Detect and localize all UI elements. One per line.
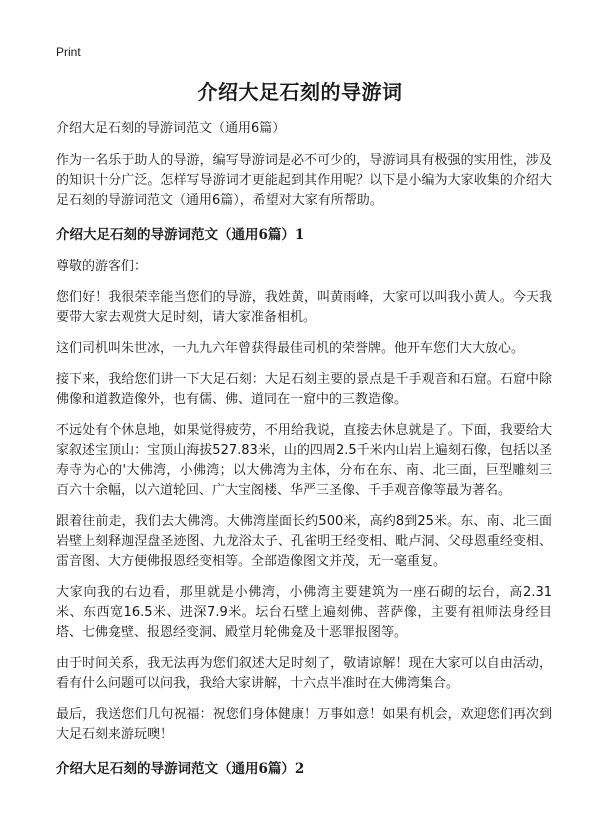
document-body [56,119,552,791]
paragraph: 您们好！我很荣幸能当您们的导游，我姓黄，叫黄雨峰，大家可以叫我小黄人。今天我要带大家去观赏大足时刻，请大家准备相机。 [56,290,552,325]
section-heading-2: 介绍大足石刻的导游词范文（通用6篇）2 [56,761,305,777]
paragraph: 由于时间关系，我无法再为您们叙述大足时刻了，敬请谅解！现在大家可以自由活动，看有什么问题可以问我，我给大家讲解，十六点半准时在大佛湾集合。 [56,656,552,691]
paragraph: 最后，我送您们几句祝福：祝您们身体健康！万事如意！如果有机会，欢迎您们再次到大足石刻来游玩噢！ [56,707,552,742]
paragraph: 跟着往前走，我们去大佛湾。大佛湾崖面长约500米，高约8到25米。东、南、北三面岩壁上刻释迦涅盘圣迹图、九龙浴太子、孔雀明王经变相、毗卢洞、父母恩重经变相、雷音图、大方便佛报恩经变相等。全部造像图文并茂，无一毫重复。 [56,514,552,569]
document-title: 介绍大足石刻的导游词 [197,80,403,104]
section-heading-1: 介绍大足石刻的导游词范文（通用6篇）1 [56,227,305,243]
intro-paragraph: 作为一名乐于助人的导游，编写导游词是必不可少的，导游词具有极强的实用性，涉及的知识十分广泛。怎样写导游词才更能起到其作用呢？以下是小编为大家收集的介绍大足石刻的导游词范文（通用6篇），希望对大家有所帮助。 [56,153,552,208]
print-link[interactable]: Print [56,45,81,59]
document-subtitle: 介绍大足石刻的导游词范文（通用6篇） [56,121,286,136]
paragraph: 这们司机叫朱世冰，一九九六年曾获得最佳司机的荣誉牌。他开车您们大大放心。 [56,341,525,356]
paragraph: 不远处有个休息地，如果觉得疲劳，不用给我说，直接去休息就是了。下面，我要给大家叙述宝顶山：宝顶山海拔527.83米，山的四周2.5千米内山岩上遍刻石像，包括以圣寿寺为心的'大佛湾，小佛湾；以大佛湾为主体，分布在东、南、北三面，巨型雕刻三百六十余幅，以六道轮回、广大宝阁楼、华严三圣像、千手观音像等最为著名。 [56,423,552,498]
paragraph: 大家向我的右边看，那里就是小佛湾，小佛湾主要建筑为一座石砌的坛台，高2.31米、东西宽16.5米、进深7.9米。坛台石壁上遍刻佛、菩萨像，主要有祖师法身经目塔、七佛龛壁、报恩经变洞、殿堂月轮佛龛及十恶罪报图等。 [56,585,552,640]
paragraph: 接下来，我给您们讲一下大足石刻：大足石刻主要的景点是千手观音和石窟。石窟中除佛像和道教造像外，也有儒、佛、道同在一窟中的三教造像。 [56,372,552,407]
paragraph-greeting: 尊敬的游客们： [56,259,148,274]
